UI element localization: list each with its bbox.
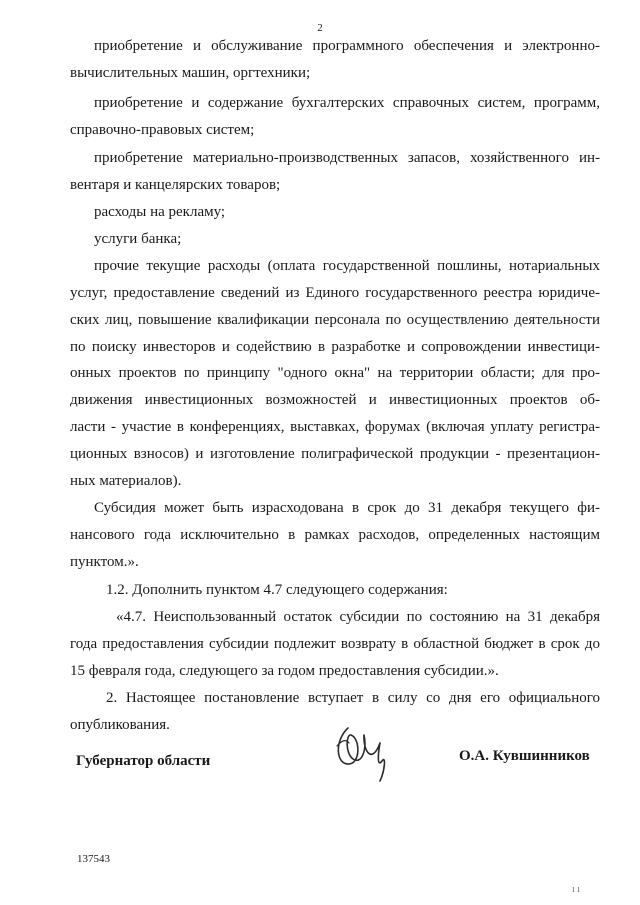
text-line: прочие текущие расходы (оплата государственной пошлины, нотариальных bbox=[94, 258, 600, 274]
text-line: 15 февраля года, следующего за годом предоставления субсидии.». bbox=[70, 663, 499, 679]
document-id: 137543 bbox=[77, 853, 110, 865]
text-line: «4.7. Неиспользованный остаток субсидии по состоянию на 31 декабря bbox=[116, 609, 600, 625]
text-line: ласти - участие в конференциях, выставках, форумах (включая уплату регистра- bbox=[70, 419, 600, 435]
text-line: вычислительных машин, оргтехники; bbox=[70, 65, 311, 81]
signatory-name: О.А. Кувшинников bbox=[459, 748, 590, 764]
text-line: 2. Настоящее постановление вступает в силу со дня его официального bbox=[106, 690, 600, 706]
text-line: движения инвестиционных возможностей и инвестиционных проектов об- bbox=[70, 392, 600, 408]
page-number: 2 bbox=[317, 22, 323, 34]
text-line: приобретение материально-производственных запасов, хозяйственного ин- bbox=[94, 150, 600, 166]
corner-mark: ı ı bbox=[572, 884, 581, 895]
text-line: расходы на рекламу; bbox=[94, 204, 226, 220]
text-line: ских лиц, повышение квалификации персонала по осуществлению деятельности bbox=[70, 312, 600, 328]
text-line: опубликования. bbox=[70, 717, 170, 733]
text-line: Субсидия может быть израсходована в срок до 31 декабря текущего фи- bbox=[94, 500, 600, 516]
signatory-title: Губернатор области bbox=[76, 753, 211, 769]
text-line: ционных взносов) и изготовление полиграфической продукции - презентацион- bbox=[70, 446, 600, 462]
text-line: вентаря и канцелярских товаров; bbox=[70, 177, 281, 193]
text-line: пунктом.». bbox=[70, 554, 139, 570]
text-line: услуг, предоставление сведений из Единого государственного реестра юридиче- bbox=[70, 285, 600, 301]
text-line: приобретение и содержание бухгалтерских справочных систем, программ, bbox=[94, 95, 600, 111]
text-line: онных проектов по принципу "одного окна" на территории области; для про- bbox=[70, 365, 600, 381]
text-line: по поиску инвесторов и содействию в разработке и сопровождении инвестици- bbox=[70, 339, 600, 355]
handwritten-signature bbox=[330, 723, 392, 789]
text-line: ных материалов). bbox=[70, 473, 182, 489]
text-line: услуги банка; bbox=[94, 231, 182, 247]
text-line: нансового года исключительно в рамках расходов, определенных настоящим bbox=[70, 527, 600, 543]
text-line: справочно-правовых систем; bbox=[70, 122, 255, 138]
text-line: 1.2. Дополнить пунктом 4.7 следующего содержания: bbox=[106, 582, 448, 598]
text-line: года предоставления субсидии подлежит возврату в областной бюджет в срок до bbox=[70, 636, 600, 652]
text-line: приобретение и обслуживание программного обеспечения и электронно- bbox=[94, 38, 600, 54]
